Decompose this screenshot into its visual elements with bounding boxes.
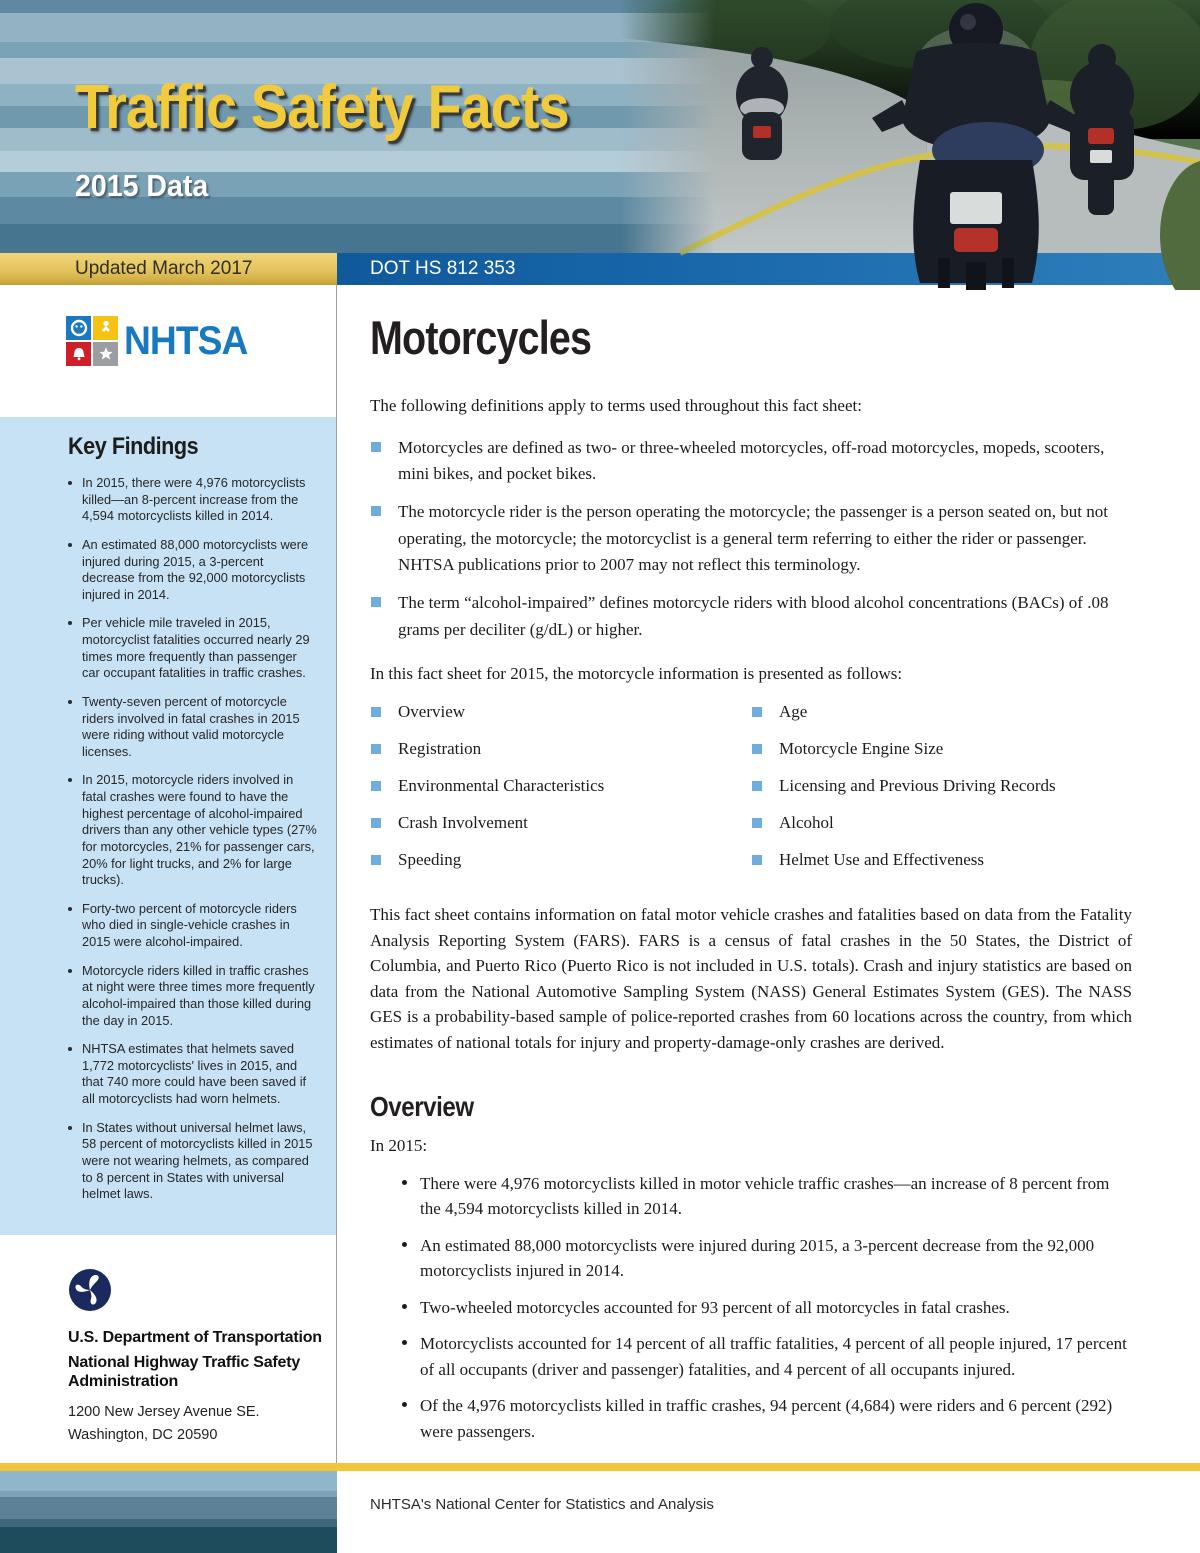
bell-icon xyxy=(66,342,91,366)
list-item xyxy=(402,1233,1132,1284)
list-item xyxy=(68,1120,318,1203)
list-item xyxy=(751,774,1132,798)
updated-date-bar: Updated March 2017 xyxy=(0,253,337,285)
bullet-icon xyxy=(68,778,72,782)
list-item-text: In States without universal helmet laws, 58 percent of motorcyclists killed in 2015 were not wearing helmets, as compared to 8 percent in States with universal helmet laws. xyxy=(82,1119,313,1202)
list-item xyxy=(751,700,1132,724)
main-content xyxy=(370,310,1132,1455)
list-item xyxy=(402,1393,1132,1444)
list-item-text: The term “alcohol-impaired” defines motorcycle riders with blood alcohol concentrations (BACs) of .08 grams per deciliter (g/dL) or higher. xyxy=(398,593,1109,639)
bullet-icon xyxy=(68,621,72,625)
bullet-icon xyxy=(752,744,762,754)
list-item xyxy=(68,963,318,1030)
footer-gradient-strip xyxy=(0,1471,337,1553)
list-item xyxy=(68,694,318,761)
bullet-icon xyxy=(752,818,762,828)
bullet-icon xyxy=(402,1180,407,1185)
bullet-icon xyxy=(68,969,72,973)
list-item xyxy=(751,811,1132,835)
doc-number-bar: DOT HS 812 353 xyxy=(337,253,1200,285)
list-item-text: Registration xyxy=(398,739,482,759)
key-findings-title: Key Findings xyxy=(68,433,199,460)
list-item xyxy=(402,1171,1132,1222)
list-item-text: Overview xyxy=(398,702,466,722)
dot-address-line1: 1200 New Jersey Avenue SE. xyxy=(68,1404,260,1421)
list-item xyxy=(68,772,318,888)
list-item-text: Environmental Characteristics xyxy=(398,776,605,795)
list-item xyxy=(402,1331,1132,1382)
list-item xyxy=(370,848,751,872)
list-item xyxy=(68,1041,318,1108)
list-item xyxy=(370,700,751,724)
list-item xyxy=(370,435,1132,488)
footer-text: NHTSA's National Center for Statistics and Analysis xyxy=(370,1496,714,1513)
nhtsa-logo-tiles xyxy=(66,316,118,366)
list-item-text: Motorcycle riders killed in traffic crashes at night were three times more frequently alcohol-impaired than those killed during the day in 2015. xyxy=(82,962,315,1028)
nhtsa-wordmark: NHTSA xyxy=(124,318,248,363)
overview-heading: Overview xyxy=(370,1091,474,1123)
dot-agency: National Highway Traffic Safety Administration xyxy=(68,1354,301,1391)
list-item-text: Forty-two percent of motorcycle riders who died in single-vehicle crashes in 2015 were alcohol-impaired. xyxy=(82,900,297,949)
bullet-icon xyxy=(371,855,381,865)
bullet-icon xyxy=(68,907,72,911)
list-item-text: NHTSA estimates that helmets saved 1,772 motorcyclists' lives in 2015, and that 740 more could have been saved if all motorcyclists had worn helmets. xyxy=(82,1041,307,1106)
list-item xyxy=(370,774,751,798)
bullet-icon xyxy=(371,781,381,791)
list-item-text: Motorcyclists accounted for 14 percent of all traffic fatalities, 4 percent of all people injured, 17 percent of all occupants (driver and passenger) fatalities, and 4 percent of all occupants injured. xyxy=(420,1334,1127,1379)
list-item-text: Per vehicle mile traveled in 2015, motorcyclist fatalities occurred nearly 29 times more frequently than passenger car occupant fatalities in traffic crashes. xyxy=(82,615,310,681)
key-findings-panel xyxy=(0,417,336,1235)
definitions-intro: The following definitions apply to terms used throughout this fact sheet: xyxy=(370,396,862,415)
dot-department: U.S. Department of Transportation xyxy=(68,1329,322,1346)
bullet-icon xyxy=(402,1304,407,1309)
column-divider xyxy=(336,285,337,1463)
dot-address-block xyxy=(68,1268,328,1446)
list-item xyxy=(751,737,1132,761)
list-item-text: Helmet Use and Effectiveness xyxy=(779,849,985,869)
bullet-icon xyxy=(402,1340,407,1345)
definitions-list xyxy=(370,435,1132,643)
bullet-icon xyxy=(371,442,381,452)
list-item-text: Alcohol xyxy=(779,812,834,832)
bullet-icon xyxy=(752,855,762,865)
dot-address-line2: Washington, DC 20590 xyxy=(68,1426,218,1443)
bullet-icon xyxy=(402,1242,407,1247)
list-item xyxy=(68,537,318,604)
list-item-text: Of the 4,976 motorcyclists killed in traffic crashes, 94 percent (4,684) were riders and 6 percent (292) were passengers. xyxy=(420,1396,1113,1441)
list-item-text: Twenty-seven percent of motorcycle riders involved in fatal crashes in 2015 were riding without valid motorcycle licenses. xyxy=(82,693,300,759)
bullet-icon xyxy=(371,707,381,717)
list-item-text: The motorcycle rider is the person operating the motorcycle; the passenger is a person seated on, but not operating, the motorcycle; the motorcyclist is a general term referring to either the rider or passenger. NHTSA publications prior to 2007 may not reflect this terminology. xyxy=(398,502,1108,574)
list-item-text: Age xyxy=(779,702,808,722)
page-title: Traffic Safety Facts xyxy=(75,73,569,142)
topics-right-column xyxy=(751,700,1132,884)
list-item-text: Motorcycles are defined as two- or three-wheeled motorcycles, off-road motorcycles, mopeds, scooters, mini bikes, and pocket bikes. xyxy=(398,437,1105,483)
bullet-icon xyxy=(371,506,381,516)
dot-seal-icon xyxy=(68,1268,328,1317)
list-item xyxy=(370,737,751,761)
bullet-icon xyxy=(371,744,381,754)
page-subtitle: 2015 Data xyxy=(75,168,209,203)
list-item-text: Two-wheeled motorcycles accounted for 93 percent of all motorcycles in fatal crashes. xyxy=(420,1297,1010,1317)
list-item-text: In 2015, motorcycle riders involved in fatal crashes were found to have the highest percentage of alcohol-impaired drivers than any other vehicle types (27% for motorcycles, 21% for passenger cars, 20% for light trucks, and 2% for large trucks). xyxy=(82,772,317,888)
header-photo-motorcyclists xyxy=(620,0,1200,290)
list-item xyxy=(370,590,1132,643)
dot-address xyxy=(68,1401,328,1446)
list-item xyxy=(402,1295,1132,1321)
list-item xyxy=(68,615,318,682)
bullet-icon xyxy=(68,1047,72,1051)
footer-accent-rule xyxy=(0,1463,1200,1471)
bullet-icon xyxy=(371,818,381,828)
overview-intro: In 2015: xyxy=(370,1136,428,1156)
bullet-icon xyxy=(752,707,762,717)
list-item-text: An estimated 88,000 motorcyclists were injured during 2015, a 3-percent decrease from the 92,000 motorcyclists injured in 2014. xyxy=(82,536,309,602)
bullet-icon xyxy=(371,597,381,607)
topics-columns xyxy=(370,700,1132,884)
bullet-icon xyxy=(752,781,762,791)
list-item xyxy=(370,499,1132,578)
star-icon xyxy=(93,342,118,366)
list-item-text: Licensing and Previous Driving Records xyxy=(779,776,1056,795)
topics-left-column xyxy=(370,700,751,884)
overview-list xyxy=(370,1171,1132,1445)
bullet-icon xyxy=(68,700,72,704)
list-item-text: Motorcycle Engine Size xyxy=(779,739,944,759)
fars-paragraph: This fact sheet contains information on fatal motor vehicle crashes and fatalities based on data from the Fatality Analysis Reporting System (FARS). FARS is a census of fatal crashes in the 50 States, the District of Columbia, and Puerto Rico (Puerto Rico is not included in U.S. totals). Crash and injury statistics are based on data from the National Automotive Sampling System (NASS) General Estimates System (GES). The NASS GES is a probability-based sample of police-reported crashes from 60 locations across the country, from which estimates of national totals for injury and property-damage-only crashes are derived. xyxy=(370,905,1132,1052)
document-title: Motorcycles xyxy=(370,311,592,364)
person-icon xyxy=(93,316,118,340)
list-item-text: Crash Involvement xyxy=(398,812,528,832)
bullet-icon xyxy=(68,481,72,485)
list-item xyxy=(370,811,751,835)
list-item xyxy=(68,901,318,951)
bullet-icon xyxy=(68,543,72,547)
nhtsa-logo xyxy=(66,316,257,366)
bullet-icon xyxy=(68,1126,72,1130)
bullet-icon xyxy=(402,1402,407,1407)
list-item xyxy=(751,848,1132,872)
list-item-text: In 2015, there were 4,976 motorcyclists killed—an 8-percent increase from the 4,594 motorcyclists killed in 2014. xyxy=(82,475,306,524)
face-icon xyxy=(66,316,91,340)
presented-intro: In this fact sheet for 2015, the motorcycle information is presented as follows: xyxy=(370,663,903,683)
list-item-text: Speeding xyxy=(398,849,462,869)
list-item-text: An estimated 88,000 motorcyclists were injured during 2015, a 3-percent decrease from the 92,000 motorcyclists injured in 2014. xyxy=(420,1235,1095,1281)
key-findings-list xyxy=(68,475,318,1203)
list-item-text: There were 4,976 motorcyclists killed in motor vehicle traffic crashes—an increase of 8 percent from the 4,594 motorcyclists killed in 2014. xyxy=(420,1173,1110,1219)
list-item xyxy=(68,475,318,525)
